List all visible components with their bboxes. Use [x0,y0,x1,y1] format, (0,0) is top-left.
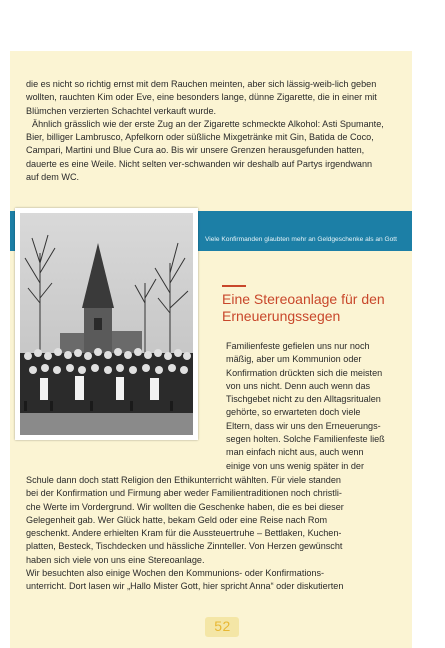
section-heading [222,291,402,324]
text-line: geschenkt. Andere erhielten Kram für die Aussteuertruhe – Bettlaken, Kuchen- [26,528,342,539]
text-line: unterricht. Dort lasen wir „Hallo Mister Gott, hier spricht Anna“ oder diskutierten [26,581,344,592]
text-line: von uns nicht. Denn auch wenn das [226,380,371,391]
text-line: segen holten. Solche Familienfeste ließ [226,434,385,445]
text-line: Wir besuchten also einige Wochen den Kommunions- oder Konfirmations- [26,568,325,579]
paragraph-smoking: die es nicht so richtig ernst mit dem Rauchen meinten, aber sich lässig-weib-lich geben wollten, rauchten Kim oder Eve, eine besonders lange, dünne Zigarette, die in einer mit Blümchen verzierten Schachtel verkauft wurde. [26,79,377,116]
text-line: platten, Besteck, Tischdecken und hässliche Zinnteller. Von Herzen gewünscht [26,541,343,552]
heading-rule [222,285,246,287]
text-line: Konfirmation drückten sich die meisten [226,367,383,378]
text-line: einige von uns wenig später in der [226,460,365,471]
text-line: mäßig, aber um Kommunion oder [226,354,362,365]
text-line: bei der Konfirmation und Firmung aber weder Familientraditionen noch christli- [26,488,342,499]
text-line: haben sich viele von uns eine Stereoanlage. [26,554,205,565]
text-line: Gelegenheit gab. Wer Glück hatte, bekam Geld oder eine Reise nach Rom [26,514,328,525]
text-line: che Werte im Vordergrund. Wir wollten die Geschenke haben, die es bei dieser [26,501,344,512]
text-line: gehörte, so erwarteten doch viele [226,407,361,418]
paragraph-alcohol: Ähnlich grässlich wie der erste Zug an der Zigarette schmeckte Alkohol: Asti Spumante, Bier, billiger Lambrusco, Apfelkorn oder süßliche Mixgetränke mit Gin, Batida de Coco, Campari, Martini und Blue Cura ao. Bis wir unsere Grenzen herausgefunden hatten, dauerte es eine Weile. Nicht selten ver-schwanden wir deshalb auf Partys irgendwann auf dem WC. [26,118,384,183]
page-number: 52 [214,618,231,634]
text-line: man einfach nicht aus, auch wenn [226,447,364,458]
photo-caption: Viele Konfirmanden glaubten mehr an Geldgeschenke als an Gott [205,236,397,243]
heading-line-1: Eine Stereoanlage für den [222,291,385,307]
confirmation-group-photo [20,213,193,435]
text-line: Tischgebet nicht zu den Alltagsritualen [226,394,381,405]
text-line: Eltern, dass wir uns den Erneuerungs- [226,420,381,431]
bottom-text-block [26,474,384,594]
top-text-block [26,78,384,184]
photo-frame [15,208,198,440]
heading-line-2: Erneuerungssegen [222,307,341,324]
text-line: Schule dann doch statt Religion den Ethikunterricht wählten. Für viele standen [26,475,341,485]
right-column-text [226,340,394,473]
text-line: Familienfeste gefielen uns nur noch [226,341,370,351]
